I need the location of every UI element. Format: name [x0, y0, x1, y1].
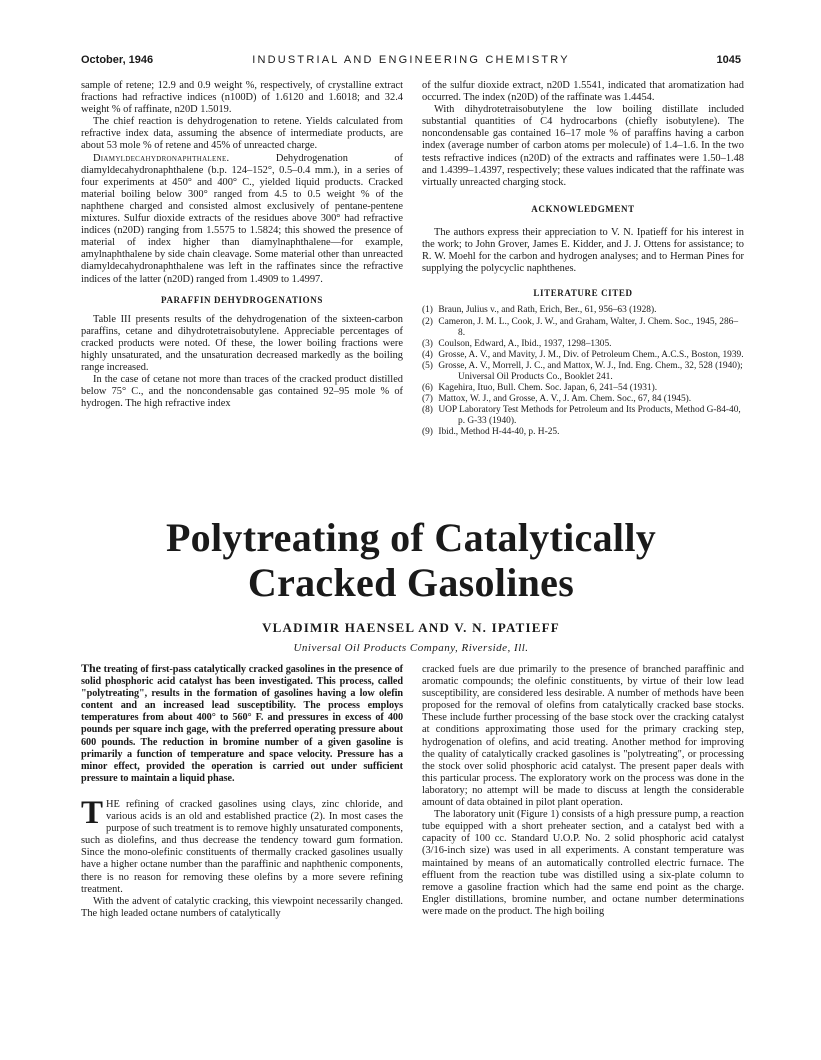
run-in-heading: Diamyldecahydronaphthalene. — [93, 152, 230, 164]
reference-number: (5) — [422, 360, 433, 371]
reference-number: (9) — [422, 427, 433, 438]
reference-item — [422, 427, 744, 438]
reference-list — [422, 305, 744, 438]
bottom-right-column — [422, 664, 744, 918]
drop-cap: T — [81, 794, 104, 831]
article-authors: VLADIMIR HAENSEL AND V. N. IPATIEFF — [262, 620, 560, 635]
reference-number: (8) — [422, 405, 433, 416]
reference-item — [422, 305, 744, 316]
journal-title: INDUSTRIAL AND ENGINEERING CHEMISTRY — [252, 54, 570, 66]
section-heading: LITERATURE CITED — [533, 288, 633, 299]
reference-number: (2) — [422, 316, 433, 327]
abstract — [81, 662, 403, 785]
reference-text: Cameron, J. M. L., Cook, J. W., and Graham, Walter, J. Chem. Soc., 1945, 286–8. — [438, 316, 739, 338]
reference-text: Grosse, A. V., and Mavity, J. M., Div. of Petroleum Chem., A.C.S., Boston, 1939. — [438, 349, 744, 360]
reference-text: Ibid., Method H-44-40, p. H-25. — [438, 427, 560, 438]
paragraph: The chief reaction is dehydrogenation to retene. Yields calculated from refractive index data, assuming the absence of intermediate products, are about 53 mole % of retene and 45% of unreacted charge. — [81, 116, 403, 152]
reference-number: (1) — [422, 305, 433, 316]
paragraph: cracked fuels are due primarily to the presence of branched paraffinic and aromatic compounds; the olefinic constituents, by virtue of their low lead susceptibility, are considered less desirable. A number of methods have been proposed for the removal of olefins from catalytically cracked base stocks. These include further processing of the base stock over the cracking catalyst at conditions approximating those used for the primary cracking step, hydrogenation of olefins, and acid treating. Another method for improving the quality of catalytically cracked gasolines is "polytreating", or processing the stock over solid phosphoric acid catalyst. The present paper deals with this particular process. The exploratory work on the process was done in the laboratory; no attempt will be made to discuss at length the considerable amount of data obtained in pilot plant operation. — [422, 664, 744, 809]
section-heading: PARAFFIN DEHYDROGENATIONS — [161, 294, 323, 305]
article-title-line-2: Cracked Gasolines — [247, 560, 575, 605]
paragraph — [81, 153, 403, 286]
abstract-text: treating of first-pass catalytically cracked gasolines in the presence of solid phosphoric acid catalyst has been investigated. This process, called "polytreating", results in the formation of gasolines having a low olefin content and an increased lead susceptibility. The process employs temperatures from about 400° to 560° F. and pressures in excess of 400 pounds per square inch gage, with the preferred operating pressure about 600 pounds. The reduction in bromine number of a given gasoline is primarily a function of temperature and space velocity. Pressure has a minor effect, provided the operation is carried out under sufficient pressure to maintain a liquid phase. — [81, 664, 404, 784]
page-number: 1045 — [716, 54, 741, 66]
paragraph: With the advent of catalytic cracking, this viewpoint necessarily changed. The high leaded octane numbers of catalytically — [81, 895, 403, 919]
paragraph: of the sulfur dioxide extract, n20D 1.5541, indicated that aromatization had occurred. The index (n20D) of the raffinate was 1.4454. — [422, 80, 744, 104]
reference-item — [422, 405, 744, 427]
paragraph: sample of retene; 12.9 and 0.9 weight %, respectively, of crystalline extract fractions had refractive indices (n100D) of 1.6120 and 1.6018; and 32.4 weight % of raffinate, n20D 1.5019. — [81, 80, 403, 116]
reference-item — [422, 350, 744, 361]
reference-number: (4) — [422, 349, 433, 360]
reference-text: Mattox, W. J., and Grosse, A. V., J. Am. Chem. Soc., 67, 84 (1945). — [438, 394, 692, 405]
reference-item — [422, 361, 744, 383]
top-right-column — [422, 80, 744, 439]
author-affiliation: Universal Oil Products Company, Riverside, Ill. — [293, 642, 529, 654]
paragraph-text: HE refining of cracked gasolines using clays, zinc chloride, and various acids is an old and established practice (2). In most cases the purpose of such treatment is to remove highly unsaturated components, such as diolefins, and thus decrease the tendency toward gum formation. Since the mono-olefinic constituents of thermally cracked gasolines usually have a higher octane number than the paraffinic and naphthenic components, there is no reason for removing these olefins by a more severe refining treatment. — [81, 798, 403, 895]
acknowledgment-paragraph: The authors express their appreciation to V. N. Ipatieff for his interest in the work; to John Grover, James E. Kidder, and J. J. Ottens for assistance; to R. W. Moehl for the carbon and hydrogen analyses; and to Herman Pines for supplying the polycyclic naphthenes. — [422, 226, 744, 275]
top-left-column — [81, 80, 403, 410]
reference-item — [422, 394, 744, 405]
reference-number: (6) — [422, 383, 433, 394]
paragraph: The laboratory unit (Figure 1) consists of a high pressure pump, a reaction tube equipped with a short preheater section, and a catalyst bed with a capacity of 100 cc. Standard U.O.P. No. 2 solid phosphoric acid catalyst (3/16-inch size) was used in all experiments. A constant temperature was maintained by means of an automatically controlled electric furnace. The effluent from the reaction tube was distilled using a six-plate column to remove a gasoline fraction which had the same end point as the charge. Engler distillations, bromine number, and octane number determinations were made on the product. The high boiling — [422, 809, 744, 917]
running-header — [81, 54, 741, 68]
paragraph-text: Dehydrogenation of diamyldecahydronaphthalene (b.p. 124–152°, 0.5–0.4 mm.), in a series of four experiments at 450° and 400° C., yielded liquid products. Cracked material boiling below 300° ranged from 4.5 to 0.5 weight % of the naphthene charged and consisted almost exclusively of pentane-pentene mixtures. Sulfur dioxide extracts of the residues above 300° had refractive indices (n20D) ranging from 1.5575 to 1.5824; this showed the presence of material of index higher than diamylnaphthalene—for example, amylnaphthalene by side chain cleavage. Some material other than unreacted diamyldecahydronaphthalene was left in the raffinates since the refractive indices of the latter (n20D) ranged from 1.4909 to 1.4997. — [81, 152, 403, 285]
reference-item — [422, 317, 744, 339]
reference-item — [422, 383, 744, 394]
paragraph: Table III presents results of the dehydrogenation of the sixteen-carbon paraffins, cetane and dihydrotetraisobutylene. Appreciable percentages of cracked products were noted. Of these, the lower boiling fractions were highly unsaturated, and the unsaturation decreased markedly as the boiling range increased. — [81, 313, 403, 374]
reference-item — [422, 339, 744, 350]
paragraph — [81, 794, 403, 896]
paragraph: In the case of cetane not more than traces of the cracked product distilled below 75° C., and the noncondensable gas contained 92–95 mole % of hydrogen. The high refractive index — [81, 374, 403, 410]
reference-text: Kagehira, Ituo, Bull. Chem. Soc. Japan, 6, 241–54 (1931). — [438, 383, 658, 394]
reference-number: (7) — [422, 394, 433, 405]
issue-date: October, 1946 — [81, 54, 154, 66]
bottom-left-column — [81, 662, 403, 920]
reference-text: Coulson, Edward, A., Ibid., 1937, 1298–1305. — [438, 338, 612, 349]
reference-text: Grosse, A. V., Morrell, J. C., and Mattox, W. J., Ind. Eng. Chem., 32, 528 (1940); Universal Oil Products Co., Booklet 241. — [438, 360, 743, 382]
paragraph: With dihydrotetraisobutylene the low boiling distillate included substantial quantities of C4 hydrocarbons (chiefly isobutylene). The noncondensable gas contained 16–17 mole % of paraffins having a carbon index (average number of carbon atoms per molecule) of 1.4–1.6. In the two tests refractive indices (n20D) of the extracts and raffinates were 1.50–1.48 and 1.4399–1.4397, respectively; these values indicated that the raffinate was virtually unreacted charging stock. — [422, 104, 744, 188]
reference-text: Braun, Julius v., and Rath, Erich, Ber., 61, 956–63 (1928). — [438, 305, 657, 316]
abstract-lead: The — [81, 661, 101, 675]
reference-number: (3) — [422, 338, 433, 349]
section-heading: ACKNOWLEDGMENT — [531, 203, 635, 214]
article-title-line-1: Polytreating of Catalytically — [165, 515, 657, 560]
reference-text: UOP Laboratory Test Methods for Petroleum and Its Products, Method G-84-40, p. G-33 (1940). — [438, 405, 741, 427]
